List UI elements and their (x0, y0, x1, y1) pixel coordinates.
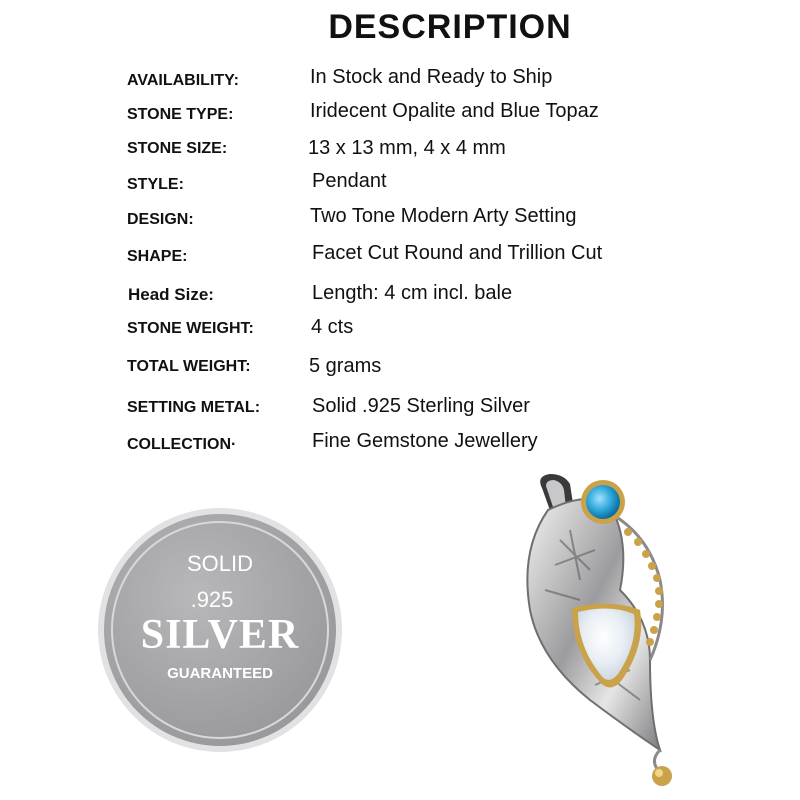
seal-925-text: .925 (190, 587, 234, 612)
description-heading: DESCRIPTION (328, 8, 572, 46)
spec-label: STYLE: (127, 176, 184, 193)
seal-silver-text: SILVER (140, 612, 300, 658)
seal-guaranteed-text: GUARANTEED (167, 665, 273, 682)
spec-label: Head Size: (128, 285, 214, 304)
spec-row-stone-weight (0, 316, 800, 346)
spec-value: Pendant (312, 170, 387, 192)
spec-value: Solid .925 Sterling Silver (312, 395, 530, 417)
spec-label: TOTAL WEIGHT: (127, 358, 251, 375)
spec-value: Facet Cut Round and Trillion Cut (312, 242, 603, 264)
spec-value: In Stock and Ready to Ship (310, 66, 553, 88)
spec-value: 4 cts (311, 316, 354, 338)
spec-row-head-size (0, 282, 800, 312)
seal-solid-text: SOLID (186, 551, 254, 576)
spec-value: Two Tone Modern Arty Setting (310, 205, 577, 227)
spec-label: STONE TYPE: (127, 106, 234, 123)
spec-row-style (0, 170, 800, 200)
spec-row-total-weight (0, 355, 800, 385)
spec-row-setting-metal (0, 395, 800, 425)
description-heading-wrap (0, 8, 800, 47)
spec-label: DESIGN: (127, 211, 194, 228)
spec-label: STONE SIZE: (127, 140, 228, 157)
spec-label: STONE WEIGHT: (127, 320, 254, 337)
spec-row-stone-type (0, 100, 800, 130)
spec-value: Length: 4 cm incl. bale (312, 282, 513, 304)
spec-label: SETTING METAL: (127, 399, 261, 416)
pendant-icon (500, 470, 730, 795)
spec-value: Iridecent Opalite and Blue Topaz (310, 100, 599, 122)
spec-row-availability (0, 66, 800, 96)
spec-label: SHAPE: (127, 248, 188, 265)
spec-row-design (0, 205, 800, 235)
spec-label: COLLECTION· (127, 436, 237, 453)
spec-value: Fine Gemstone Jewellery (312, 430, 538, 452)
spec-label: AVAILABILITY: (127, 72, 239, 89)
silver-guarantee-seal (95, 505, 345, 755)
spec-row-collection (0, 430, 800, 460)
spec-value: 5 grams (309, 355, 382, 377)
spec-value: 13 x 13 mm, 4 x 4 mm (308, 137, 506, 159)
pendant-image (500, 470, 730, 795)
spec-row-stone-size (0, 137, 800, 167)
spec-row-shape (0, 242, 800, 272)
